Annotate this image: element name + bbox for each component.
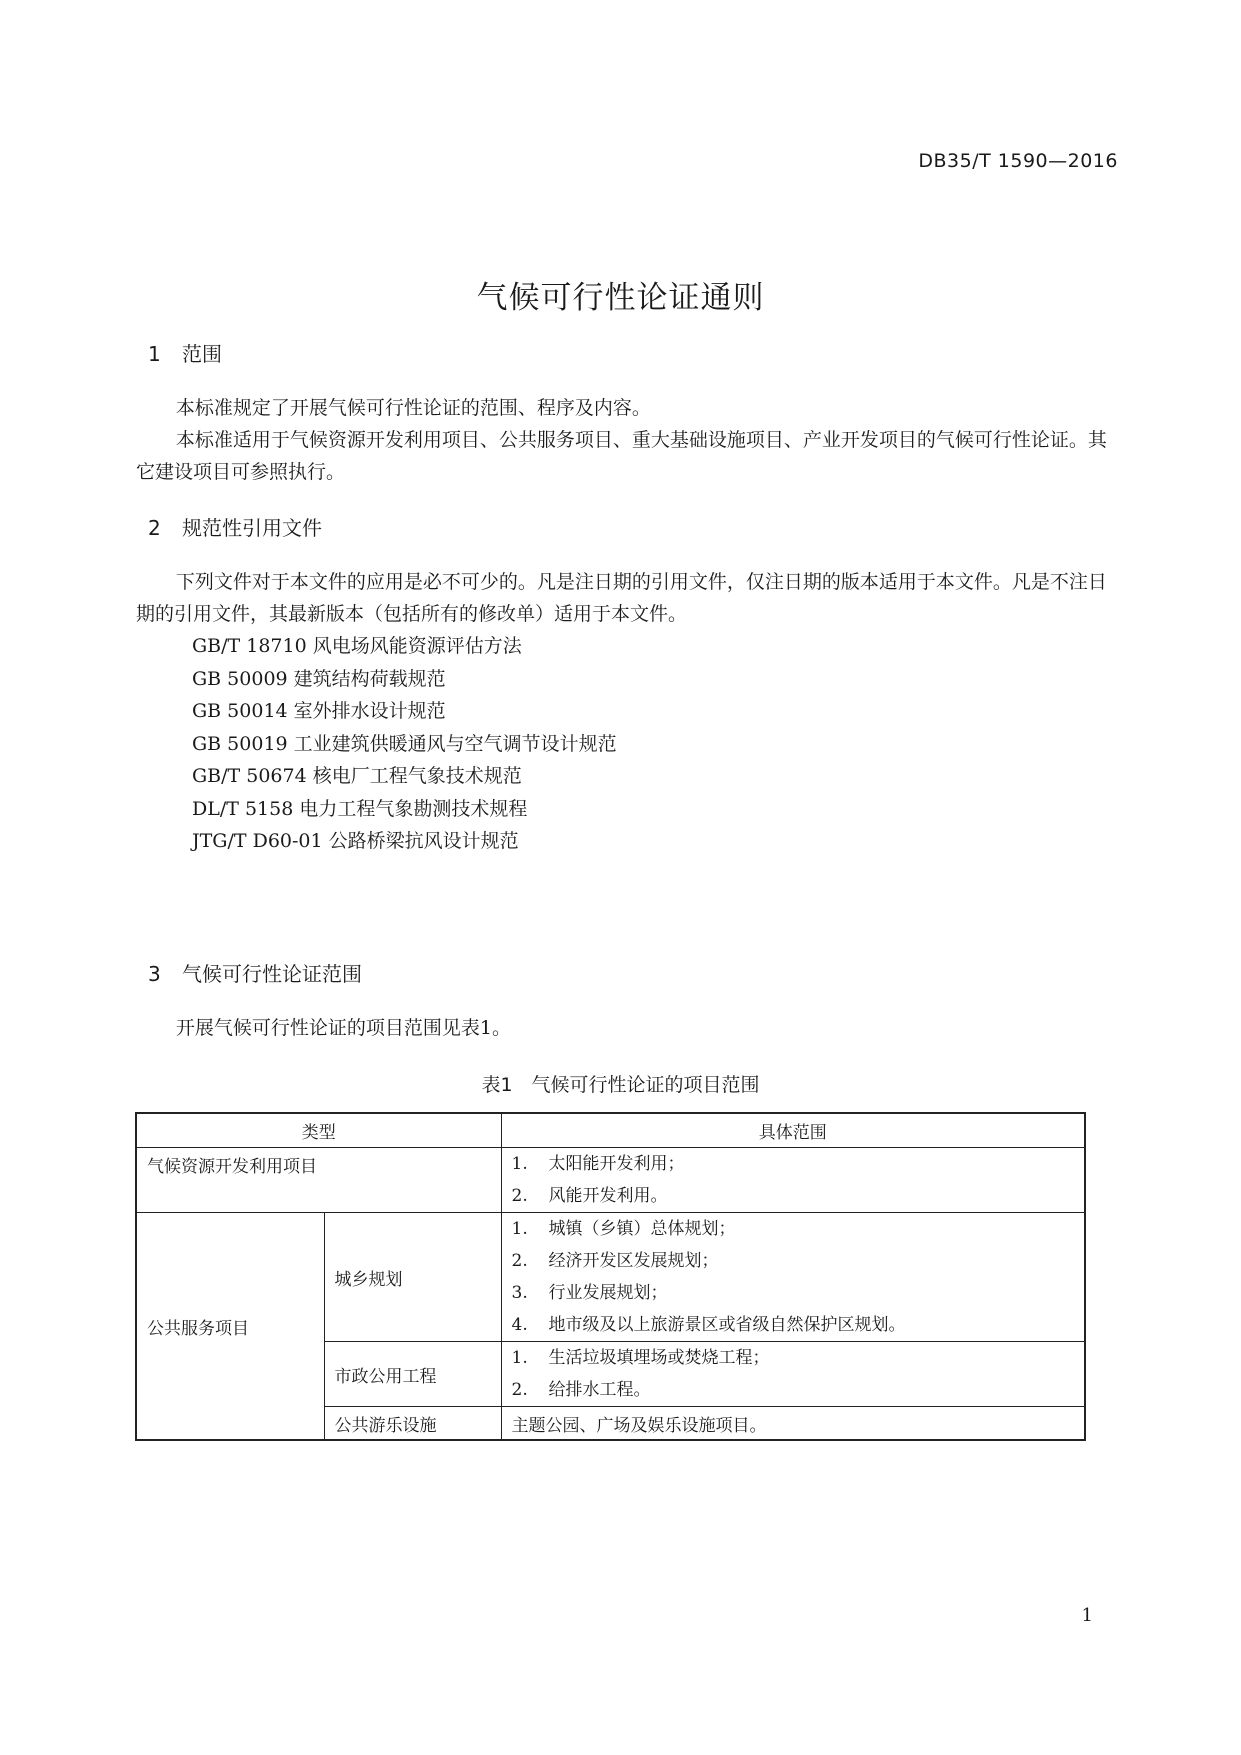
reference-item: DL/T 5158 电力工程气象勘测技术规程 xyxy=(192,797,528,820)
type-cell: 气候资源开发利用项目 xyxy=(136,1148,501,1213)
header-type: 类型 xyxy=(136,1113,501,1148)
paragraph: 开展气候可行性论证的项目范围见表1。 xyxy=(175,1017,511,1039)
table-row xyxy=(136,1148,1085,1213)
list-item: 1. 城镇（乡镇）总体规划； xyxy=(511,1219,736,1239)
subtype-cell: 城乡规划 xyxy=(324,1213,501,1342)
scope-cell xyxy=(501,1342,1085,1407)
reference-item: GB 50014 室外排水设计规范 xyxy=(192,700,446,722)
table-caption: 表1 气候可行性论证的项目范围 xyxy=(481,1074,760,1096)
subtype-cell: 市政公用工程 xyxy=(324,1342,501,1407)
reference-item: GB/T 18710 风电场风能资源评估方法 xyxy=(192,635,522,657)
scope-cell xyxy=(501,1213,1085,1342)
paragraph: 本标准规定了开展气候可行性论证的范围、程序及内容。 xyxy=(175,397,651,419)
section-1-body xyxy=(136,392,1116,488)
list-item: 1. 太阳能开发利用； xyxy=(511,1154,685,1174)
reference-item: JTG/T D60-01 公路桥梁抗风设计规范 xyxy=(192,830,519,852)
list-item: 3. 行业发展规划； xyxy=(511,1283,668,1303)
section-2-body xyxy=(136,566,1116,630)
table-row xyxy=(136,1213,1085,1342)
list-item: 2. 风能开发利用。 xyxy=(511,1186,668,1206)
document-title: 气候可行性论证通则 xyxy=(476,280,765,316)
section-3-body xyxy=(136,1012,1116,1044)
reference-item: GB/T 50674 核电厂工程气象技术规范 xyxy=(192,765,522,787)
group-cell: 公共服务项目 xyxy=(136,1213,324,1441)
list-item: 4. 地市级及以上旅游景区或省级自然保护区规划。 xyxy=(511,1315,906,1335)
project-scope-table xyxy=(135,1112,1086,1441)
subtype-cell: 公共游乐设施 xyxy=(324,1407,501,1441)
reference-item: GB 50019 工业建筑供暖通风与空气调节设计规范 xyxy=(192,732,617,755)
scope-cell xyxy=(501,1148,1085,1213)
page-number: 1 xyxy=(1081,1605,1093,1626)
list-item: 2. 经济开发区发展规划； xyxy=(511,1251,719,1271)
list-item: 1. 生活垃圾填埋场或焚烧工程； xyxy=(511,1348,770,1368)
header-scope: 具体范围 xyxy=(501,1113,1085,1148)
reference-item: GB 50009 建筑结构荷载规范 xyxy=(192,667,446,690)
paragraph: 下列文件对于本文件的应用是必不可少的。凡是注日期的引用文件，仅注日期的版本适用于本文件。凡是不注日期的引用文件，其最新版本（包括所有的修改单）适用于本文件。 xyxy=(136,571,1107,625)
paragraph: 本标准适用于气候资源开发利用项目、公共服务项目、重大基础设施项目、产业开发项目的气候可行性论证。其它建设项目可参照执行。 xyxy=(136,429,1107,483)
list-item: 2. 给排水工程。 xyxy=(511,1380,651,1400)
section-2-heading: 2 规范性引用文件 xyxy=(148,516,322,540)
section-1-heading: 1 范围 xyxy=(148,342,222,366)
reference-list xyxy=(192,630,617,858)
scope-cell: 主题公园、广场及娱乐设施项目。 xyxy=(501,1407,1085,1441)
section-3-heading: 3 气候可行性论证范围 xyxy=(148,962,362,986)
table-header-row xyxy=(136,1113,1085,1148)
document-code: DB35/T 1590—2016 xyxy=(918,150,1118,172)
